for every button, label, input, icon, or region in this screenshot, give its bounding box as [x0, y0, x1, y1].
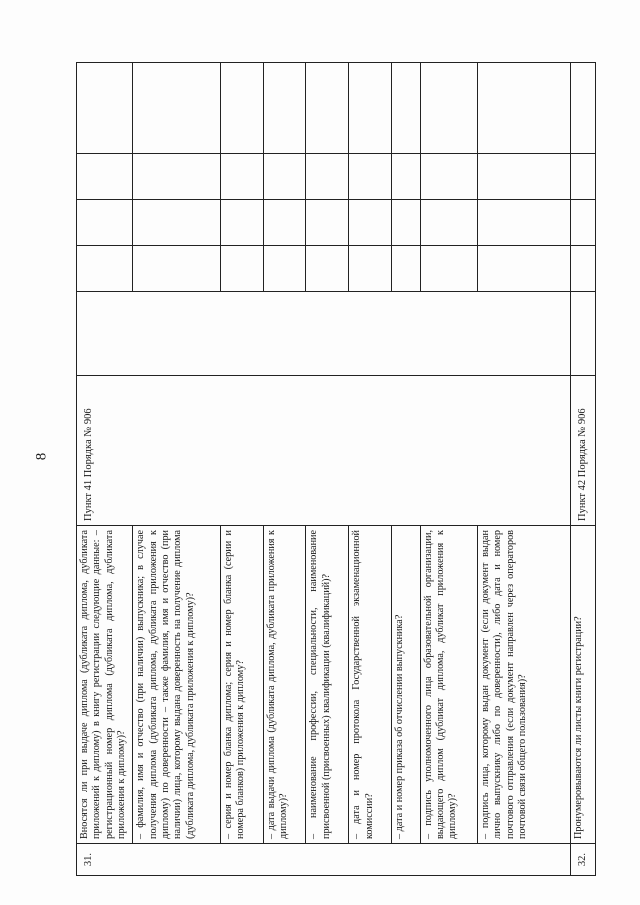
comment-cell [263, 63, 306, 154]
mark-cell [133, 200, 221, 246]
question-cell: – фамилия, имя и отчество (при наличии) выпускника; в случае получения диплома (дубликата диплома, дубликата приложения к диплому) по доверенности – также фамилия, имя и отчество (при наличии) лица, которому выдана доверенность на получение диплома (дубликата диплома, дубликата приложения к диплому)? [133, 526, 221, 844]
mark-cell [306, 154, 349, 200]
table-row [571, 63, 596, 876]
question-cell: – подпись лица, которому выдан документ (если документ выдан лично выпускнику либо по доверенности), либо дата и номер почтового отправления (если документ направлен через операторов почтовой связи общего пользования)? [477, 526, 571, 844]
checklist-table [76, 62, 596, 876]
row-number: 32. [571, 844, 596, 876]
mark-cell [306, 246, 349, 292]
row-number: 31. [77, 844, 571, 876]
comment-cell [571, 63, 596, 154]
mark-cell [392, 154, 421, 200]
answer-cell [77, 292, 571, 376]
rotated-table-frame [76, 63, 596, 876]
mark-cell [420, 154, 477, 200]
mark-cell [477, 200, 571, 246]
mark-cell [392, 200, 421, 246]
mark-cell [263, 154, 306, 200]
mark-cell [220, 154, 263, 200]
mark-cell [77, 154, 133, 200]
mark-cell [571, 200, 596, 246]
table-row [77, 63, 133, 876]
mark-cell [349, 200, 392, 246]
question-cell: – серия и номер бланка диплома; серия и номер бланка (серии и номера бланков) приложения к диплому? [220, 526, 263, 844]
mark-cell [77, 200, 133, 246]
mark-cell [263, 246, 306, 292]
mark-cell [220, 200, 263, 246]
legal-reference: Пункт 42 Порядка № 906 [571, 376, 596, 526]
rotated-table-wrapper [76, 63, 596, 876]
question-cell: Вносятся ли при выдаче диплома (дубликата диплома, дубликата приложений к диплому) в книгу регистрации следующие данные: – регистрационный номер диплома (дубликата диплома, дубликата приложения к диплому)? [77, 526, 133, 844]
mark-cell [77, 246, 133, 292]
mark-cell [571, 246, 596, 292]
mark-cell [133, 246, 221, 292]
question-cell: – дата и номер протокола Государственной экзаменационной комиссии? [349, 526, 392, 844]
mark-cell [263, 200, 306, 246]
mark-cell [477, 154, 571, 200]
comment-cell [477, 63, 571, 154]
mark-cell [349, 246, 392, 292]
page-number: 8 [33, 452, 50, 461]
legal-reference: Пункт 41 Порядка № 906 [77, 376, 571, 526]
mark-cell [220, 246, 263, 292]
comment-cell [77, 63, 133, 154]
mark-cell [420, 246, 477, 292]
mark-cell [571, 154, 596, 200]
question-cell: – подпись уполномоченного лица образовательной организации, выдающего диплом (дубликат диплома, дубликат приложения к диплому)? [420, 526, 477, 844]
question-cell: – дата выдачи диплома (дубликата диплома, дубликата приложения к диплому)? [263, 526, 306, 844]
mark-cell [392, 246, 421, 292]
comment-cell [306, 63, 349, 154]
comment-cell [220, 63, 263, 154]
comment-cell [392, 63, 421, 154]
comment-cell [133, 63, 221, 154]
question-cell: – наименование профессии, специальности, наименование присвоенной (присвоенных) квалификации (квалификаций)? [306, 526, 349, 844]
mark-cell [306, 200, 349, 246]
mark-cell [349, 154, 392, 200]
answer-cell [571, 292, 596, 376]
mark-cell [477, 246, 571, 292]
mark-cell [420, 200, 477, 246]
comment-cell [420, 63, 477, 154]
mark-cell [133, 154, 221, 200]
comment-cell [349, 63, 392, 154]
question-cell: – дата и номер приказа об отчислении выпускника? [392, 526, 421, 844]
question-cell: Пронумеровываются ли листы книги регистрации? [571, 526, 596, 844]
